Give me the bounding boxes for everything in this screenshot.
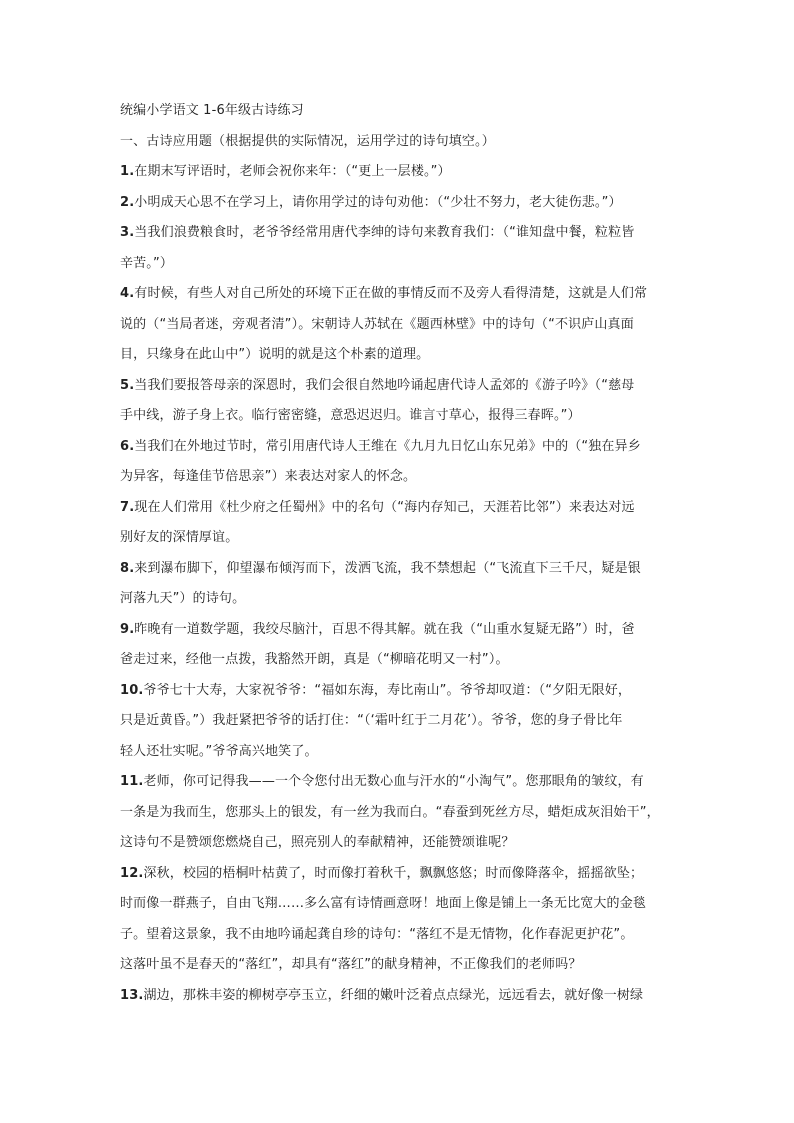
- question-text: 昨晚有一道数学题，我绞尽脑汁，百思不得其解。就在我（“山重水复疑无路”）时，爸: [134, 621, 635, 637]
- question-text: 老师，你可记得我——一个令您付出无数心血与汗水的“小淘气”。您那眼角的皱纹，有: [143, 774, 644, 789]
- question-item: [120, 554, 688, 615]
- question-text: 目，只缘身在此山中”）说明的就是这个朴素的道理。: [120, 347, 430, 362]
- question-text: 当我们浪费粮食时，老爷爷经常用唐代李绅的诗句来教育我们：（“谁知盘中餐，粒粒皆: [134, 225, 635, 240]
- question-text: 在期末写评语时，老师会祝你来年：（“更上一层楼。”）: [134, 164, 451, 179]
- document-page: [120, 96, 688, 1011]
- question-text: 爷爷七十大寿，大家祝爷爷：“福如东海，寿比南山”。爷爷却叹道：（“夕阳无限好，: [143, 682, 632, 698]
- question-item: [120, 279, 688, 371]
- question-line: [120, 981, 688, 1012]
- question-list: [120, 157, 688, 1011]
- question-number: 8.: [120, 560, 135, 576]
- question-line: [120, 310, 688, 341]
- question-line: [120, 340, 688, 371]
- question-number: 12.: [120, 865, 144, 881]
- question-item: [120, 767, 688, 859]
- question-item: [120, 218, 688, 279]
- question-line: [120, 798, 688, 829]
- question-number: 13.: [120, 987, 144, 1003]
- section-heading: 一、古诗应用题（根据提供的实际情况，运用学过的诗句填空。）: [120, 133, 495, 149]
- question-line: [120, 767, 688, 798]
- question-number: 6.: [120, 438, 135, 454]
- question-number: 1.: [120, 164, 135, 179]
- question-line: [120, 615, 688, 646]
- question-line: [120, 950, 688, 981]
- question-line: [120, 554, 688, 585]
- question-number: 4.: [120, 286, 135, 301]
- question-number: 10.: [120, 682, 144, 698]
- question-line: [120, 706, 688, 737]
- question-text: 爸走过来，经他一点拨，我豁然开朗，真是（“柳暗花明又一村”）。: [120, 652, 509, 667]
- question-line: [120, 249, 688, 280]
- question-text: 这诗句不是赞颂您燃烧自己，照亮别人的奉献精神，还能赞颂谁呢？: [120, 835, 515, 850]
- question-line: [120, 401, 688, 432]
- question-text: 手中线，游子身上衣。临行密密缝，意恐迟迟归。谁言寸草心，报得三春晖。”）: [120, 408, 581, 423]
- question-line: [120, 157, 688, 188]
- question-text: 时而像一群燕子，自由飞翔……多么富有诗情画意呀！地面上像是铺上一条无比宽大的金毯: [120, 896, 647, 911]
- question-line: [120, 218, 688, 249]
- question-line: [120, 493, 688, 524]
- question-line: [120, 920, 688, 951]
- question-line: [120, 523, 688, 554]
- question-text: 轻人还壮实呢。”爷爷高兴地笑了。: [120, 743, 318, 759]
- question-line: [120, 371, 688, 402]
- question-item: [120, 676, 688, 768]
- question-text: 当我们要报答母亲的深恩时，我们会很自然地吟诵起唐代诗人孟郊的《游子吟》（“慈母: [134, 377, 635, 393]
- question-line: [120, 737, 688, 768]
- question-line: [120, 188, 688, 219]
- question-text: 来到瀑布脚下，仰望瀑布倾泻而下，泼洒飞流，我不禁想起（“飞流直下三千尺，疑是银: [134, 560, 641, 576]
- question-item: [120, 432, 688, 493]
- question-text: 说的（“当局者迷，旁观者清”）。宋朝诗人苏轼在《题西林壁》中的诗句（“不识庐山真面: [120, 316, 634, 332]
- question-item: [120, 493, 688, 554]
- question-item: [120, 157, 688, 188]
- question-number: 9.: [120, 621, 135, 637]
- question-text: 当我们在外地过节时，常引用唐代诗人王维在《九月九日忆山东兄弟》中的（“独在异乡: [134, 438, 641, 454]
- question-text: 有时候，有些人对自己所处的环境下正在做的事情反而不及旁人看得清楚，这就是人们常: [134, 286, 648, 301]
- question-item: [120, 615, 688, 676]
- question-line: [120, 676, 688, 707]
- question-text: 现在人们常用《杜少府之任蜀州》中的名句（“海内存知己，天涯若比邻”）来表达对远: [134, 499, 635, 515]
- question-line: [120, 645, 688, 676]
- question-item: [120, 981, 688, 1012]
- question-text: 只是近黄昏。”）我赶紧把爷爷的话打住：“（‘霜叶红于二月花’）。爷爷，您的身子骨比年: [120, 713, 623, 728]
- question-item: [120, 859, 688, 981]
- question-line: [120, 279, 688, 310]
- question-text: 别好友的深情厚谊。: [120, 530, 239, 545]
- question-line: [120, 889, 688, 920]
- question-item: [120, 371, 688, 432]
- question-text: 深秋，校园的梧桐叶枯黄了，时而像打着秋千，飘飘悠悠；时而像降落伞，摇摇欲坠；: [143, 865, 644, 881]
- question-item: [120, 188, 688, 219]
- question-text: 河落九天”）的诗句。: [120, 591, 246, 606]
- question-number: 7.: [120, 499, 135, 515]
- question-text: 小明成天心思不在学习上，请你用学过的诗句劝他：（“少壮不努力，老大徒伤悲。”）: [134, 194, 622, 210]
- question-text: 辛苦。”）: [120, 255, 173, 271]
- question-number: 5.: [120, 377, 135, 393]
- question-number: 11.: [120, 774, 144, 789]
- question-text: 为异客，每逢佳节倍思亲”）来表达对家人的怀念。: [120, 469, 417, 484]
- question-line: [120, 584, 688, 615]
- question-number: 2.: [120, 194, 135, 210]
- question-line: [120, 828, 688, 859]
- question-number: 3.: [120, 225, 135, 240]
- question-line: [120, 462, 688, 493]
- document-title: 统编小学语文 1-6年级古诗练习: [120, 103, 304, 118]
- question-line: [120, 432, 688, 463]
- question-line: [120, 859, 688, 890]
- question-text: 湖边，那株丰姿的柳树亭亭玉立，纤细的嫩叶泛着点点绿光，远远看去，就好像一树绿: [143, 987, 644, 1003]
- question-text: 子。望着这景象，我不由地吟诵起龚自珍的诗句：“落红不是无情物，化作春泥更护花”。: [120, 926, 634, 942]
- question-text: 这落叶虽不是春天的“落红”，却具有“落红”的献身精神，不正像我们的老师吗？: [120, 957, 582, 972]
- question-text: 一条是为我而生，您那头上的银发，有一丝为我而白。“春蚕到死丝方尽，蜡炬成灰泪始干”，: [120, 804, 660, 820]
